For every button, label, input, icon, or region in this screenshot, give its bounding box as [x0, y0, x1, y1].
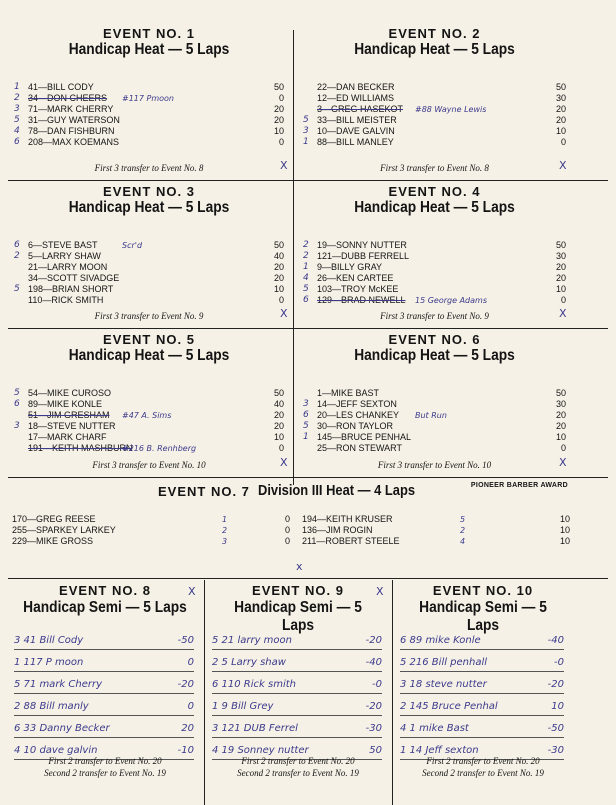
entry-row [14, 273, 284, 284]
semi-entry-row [14, 720, 194, 738]
e8-subtitle: Handicap Semi — 5 Laps [23, 599, 187, 616]
finish-mark: 6 [303, 410, 309, 420]
handwritten-entry: 6 110 Rick smith [212, 679, 296, 690]
e8-transfer-note-1: First 2 transfer to Event No. 20 [48, 756, 162, 766]
finish-mark: 5 [303, 421, 309, 431]
driver-name: 31—GUY WATERSON [28, 115, 120, 125]
entry-row [14, 126, 284, 137]
handwritten-entry: 1 117 P moon [14, 657, 84, 668]
e8-transfer-note-2: Second 2 transfer to Event No. 19 [44, 768, 166, 778]
e4-title: EVENT NO. 4 [388, 184, 481, 199]
handwritten-points: -20 [547, 679, 564, 690]
divider-row-1 [8, 180, 608, 181]
event-7-block [8, 480, 608, 577]
semi-entry-row [212, 720, 382, 738]
finish-mark: 4 [14, 126, 20, 136]
handwritten-points: 10 [551, 701, 564, 712]
handwritten-points: -50 [177, 635, 194, 646]
e10-subtitle: Handicap Semi — 5 Laps [419, 599, 547, 634]
driver-name: 255—SPARKEY LARKEY [12, 525, 116, 535]
handwritten-finish: 2 [222, 526, 228, 535]
entry-row [14, 82, 284, 93]
handwritten-entry: 3 41 Bill Cody [14, 635, 84, 646]
entry-row [303, 410, 566, 421]
entry-row [10, 525, 290, 536]
entry-row [303, 93, 566, 104]
e1-title: EVENT NO. 1 [103, 26, 195, 41]
handicap-points: 20 [555, 115, 566, 125]
handwritten-entry: 4 10 dave galvin [14, 745, 98, 756]
handicap-points: 10 [555, 284, 566, 294]
handwritten-finish: 3 [222, 537, 228, 546]
handicap-points: 30 [555, 251, 566, 261]
driver-name: 170—GREG REESE [12, 514, 96, 524]
handicap-points: 0 [284, 525, 290, 535]
handicap-points: 0 [560, 443, 566, 453]
semi-entry-row [212, 654, 382, 672]
handicap-points: 0 [284, 536, 290, 546]
handwritten-points: -40 [365, 657, 382, 668]
e1-subtitle: Handicap Heat — 5 Laps [68, 41, 230, 58]
entry-row [300, 525, 570, 536]
finish-mark: 2 [303, 240, 309, 250]
driver-name: 1—MIKE BAST [317, 388, 380, 398]
e9-transfer-note-2: Second 2 transfer to Event No. 19 [237, 768, 359, 778]
entry-row [14, 432, 284, 443]
handicap-points: 10 [559, 514, 570, 524]
driver-name: 88—BILL MANLEY [317, 137, 394, 147]
event-6-block [297, 330, 572, 476]
event-5-block [8, 330, 290, 476]
entry-row [10, 514, 290, 525]
handicap-points: 20 [273, 104, 284, 114]
event-7-title: EVENT NO. 7 [158, 484, 250, 499]
semi-entry-row [14, 632, 194, 650]
event-1-block [8, 24, 290, 179]
driver-name: 208—MAX KOEMANS [28, 137, 120, 147]
event-10-block [394, 582, 572, 802]
driver-name: 211—ROBERT STEELE [302, 536, 400, 546]
driver-name: 121—DUBB FERRELL [317, 251, 410, 261]
driver-name: 17—MARK CHARF [28, 432, 107, 442]
driver-name: 89—MIKE KONLE [28, 399, 103, 409]
semi-entry-row [14, 676, 194, 694]
handwritten-entry: 4 19 Sonney nutter [212, 745, 309, 756]
driver-name: 54—MIKE CUROSO [28, 388, 112, 398]
finish-mark: 3 [14, 421, 20, 431]
e6-transfer-note: First 3 transfer to Event No. 10 [377, 460, 492, 470]
x-mark: X [280, 307, 288, 320]
handwritten-entry: 3 121 DUB Ferrel [212, 723, 298, 734]
handicap-points: 20 [555, 410, 566, 420]
handicap-points: 30 [555, 399, 566, 409]
divider-row-2 [8, 328, 608, 329]
handwritten-entry: 2 5 Larry shaw [212, 657, 286, 668]
driver-name: 26—KEN CARTEE [317, 273, 394, 283]
e2-transfer-note: First 3 transfer to Event No. 8 [380, 163, 489, 173]
entry-row [14, 443, 284, 454]
handwritten-entry: 2 145 Bruce Penhal [400, 701, 498, 712]
event-8-block [8, 582, 202, 802]
handwritten-entry: 2 88 Bill manly [14, 701, 89, 712]
entry-row [14, 262, 284, 273]
divider-semi-2 [392, 580, 393, 805]
finish-mark: 2 [14, 93, 20, 103]
handwritten-note: #88 Wayne Lewis [415, 105, 487, 114]
driver-name: 3—GREG HASEKOT [317, 104, 404, 114]
e6-title: EVENT NO. 6 [388, 332, 481, 347]
finish-mark: 3 [303, 126, 309, 136]
handicap-points: 10 [559, 536, 570, 546]
handwritten-note: Scr'd [122, 241, 143, 250]
entry-row [14, 410, 284, 421]
handwritten-points: 0 [187, 701, 194, 712]
entry-row [10, 536, 290, 547]
event-7-right-list [298, 514, 570, 554]
award-label: PIONEER BARBER AWARD [470, 482, 568, 489]
finish-mark: 3 [14, 104, 20, 114]
handwritten-finish: 5 [460, 515, 466, 524]
driver-name: 229—MIKE GROSS [12, 536, 94, 546]
finish-mark: 6 [14, 399, 20, 409]
entry-row [14, 399, 284, 410]
handicap-points: 0 [560, 295, 566, 305]
handwritten-note: #47 A. Sims [122, 411, 172, 420]
x-mark: x [296, 560, 303, 573]
driver-name: 6—STEVE BAST [28, 240, 98, 250]
entry-row [303, 82, 566, 93]
driver-name: 12—ED WILLIAMS [317, 93, 395, 103]
entry-row [303, 251, 566, 262]
e10-title: EVENT NO. 10 [432, 583, 534, 598]
x-mark: X [280, 456, 288, 469]
handicap-points: 10 [555, 432, 566, 442]
handwritten-finish: 2 [460, 526, 466, 535]
handicap-points: 10 [273, 432, 284, 442]
entry-row [14, 115, 284, 126]
handicap-points: 10 [559, 525, 570, 535]
driver-name: 30—RON TAYLOR [317, 421, 394, 431]
event-7-left-list [8, 514, 290, 554]
handwritten-points: -30 [365, 723, 382, 734]
handwritten-note: 15 George Adams [415, 296, 487, 305]
handicap-points: 20 [273, 410, 284, 420]
entry-row [300, 536, 570, 547]
e3-transfer-note: First 3 transfer to Event No. 9 [94, 311, 204, 321]
finish-mark: 2 [303, 251, 309, 261]
finish-mark: 5 [303, 284, 309, 294]
entry-row [14, 251, 284, 262]
finish-mark: 3 [303, 399, 309, 409]
entry-row [303, 421, 566, 432]
driver-name: 194—KEITH KRUSER [302, 514, 393, 524]
driver-name: 103—TROY McKEE [317, 284, 399, 294]
semi-entry-row [400, 676, 564, 694]
e10-transfer-note-1: First 2 transfer to Event No. 20 [426, 756, 540, 766]
semi-entry-row [212, 698, 382, 716]
handicap-points: 40 [273, 251, 284, 261]
handwritten-entry: 5 71 mark Cherry [14, 679, 103, 690]
finish-mark: 5 [14, 284, 20, 294]
event-7-subtitle: Division III Heat — 4 Laps [258, 482, 416, 499]
entry-row [14, 388, 284, 399]
handicap-points: 50 [555, 240, 566, 250]
finish-mark: 1 [14, 82, 20, 92]
finish-mark: 4 [303, 273, 309, 283]
entry-row [14, 295, 284, 306]
x-mark: X [559, 456, 567, 469]
entry-row [14, 104, 284, 115]
driver-name: 18—STEVE NUTTER [28, 421, 116, 431]
e5-subtitle: Handicap Heat — 5 Laps [68, 347, 230, 364]
x-mark: X [376, 585, 384, 598]
entry-row [303, 262, 566, 273]
driver-name: 19—SONNY NUTTER [317, 240, 407, 250]
driver-name: 10—DAVE GALVIN [317, 126, 395, 136]
driver-name: 34—SCOTT SIVADGE [28, 273, 120, 283]
handicap-points: 10 [273, 284, 284, 294]
handicap-points: 20 [555, 421, 566, 431]
divider-row-4 [8, 578, 608, 579]
e6-subtitle: Handicap Heat — 5 Laps [354, 347, 515, 364]
e9-subtitle: Handicap Semi — 5 Laps [234, 599, 362, 634]
finish-mark: 6 [303, 295, 309, 305]
handicap-points: 20 [273, 421, 284, 431]
entry-row [14, 240, 284, 251]
handwritten-finish: 1 [222, 515, 228, 524]
handicap-points: 0 [284, 514, 290, 524]
driver-name: 41—BILL CODY [28, 82, 94, 92]
handicap-points: 10 [273, 126, 284, 136]
entry-row [14, 137, 284, 148]
handicap-points: 10 [555, 126, 566, 136]
finish-mark: 6 [14, 137, 20, 147]
handwritten-points: -0 [372, 679, 382, 690]
driver-name: 145—BRUCE PENHAL [317, 432, 412, 442]
handwritten-entry: 3 18 steve nutter [400, 679, 487, 690]
handwritten-points: 20 [181, 723, 194, 734]
driver-name: 129—BRAD NEWELL [317, 295, 406, 305]
handicap-points: 0 [278, 295, 284, 305]
driver-name: 21—LARRY MOON [28, 262, 108, 272]
handicap-points: 0 [278, 93, 284, 103]
handwritten-note: But Run [415, 411, 447, 420]
driver-name: 71—MARK CHERRY [28, 104, 114, 114]
driver-name: 110—RICK SMITH [28, 295, 104, 305]
driver-name: 191—KEITH MASHBURN [28, 443, 133, 453]
handwritten-finish: 4 [460, 537, 466, 546]
x-mark: X [188, 585, 196, 598]
handicap-points: 50 [273, 388, 284, 398]
x-mark: X [280, 159, 288, 172]
entry-row [303, 399, 566, 410]
driver-name: 9—BILLY GRAY [317, 262, 383, 272]
finish-mark: 2 [14, 251, 20, 261]
entry-row [14, 421, 284, 432]
entry-row [303, 273, 566, 284]
handicap-points: 0 [560, 137, 566, 147]
handicap-points: 30 [555, 93, 566, 103]
entry-row [303, 126, 566, 137]
e5-title: EVENT NO. 5 [103, 332, 195, 347]
handicap-points: 20 [273, 273, 284, 283]
handwritten-entry: 6 89 mike Konle [400, 635, 481, 646]
semi-entry-row [212, 676, 382, 694]
divider-vertical-top [293, 30, 294, 485]
e3-subtitle: Handicap Heat — 5 Laps [68, 199, 230, 216]
handwritten-entry: 6 33 Danny Becker [14, 723, 110, 734]
entry-row [300, 514, 570, 525]
handwritten-entry: 5 216 Bill penhall [400, 657, 488, 668]
semi-entry-row [400, 720, 564, 738]
driver-name: 34—DON CHEERS [28, 93, 108, 103]
driver-name: 22—DAN BECKER [317, 82, 395, 92]
x-mark: X [559, 307, 567, 320]
e2-subtitle: Handicap Heat — 5 Laps [354, 41, 515, 58]
handwritten-points: -40 [547, 635, 564, 646]
driver-name: 20—LES CHANKEY [317, 410, 400, 420]
handicap-points: 20 [273, 115, 284, 125]
finish-mark: 5 [14, 115, 20, 125]
entry-row [303, 443, 566, 454]
finish-mark: 5 [303, 115, 309, 125]
handwritten-points: -0 [554, 657, 564, 668]
handwritten-entry: 1 9 Bill Grey [212, 701, 274, 712]
entry-row [14, 93, 284, 104]
divider-semi-1 [204, 580, 205, 805]
handwritten-points: -20 [177, 679, 194, 690]
handwritten-note: #216 B. Renhberg [122, 444, 197, 453]
semi-entry-row [14, 698, 194, 716]
driver-name: 198—BRIAN SHORT [28, 284, 114, 294]
entry-row [303, 432, 566, 443]
e4-transfer-note: First 3 transfer to Event No. 9 [380, 311, 489, 321]
divider-row-3 [8, 477, 608, 478]
handicap-points: 50 [273, 240, 284, 250]
handicap-points: 20 [555, 262, 566, 272]
finish-mark: 1 [303, 137, 309, 147]
handicap-points: 20 [555, 104, 566, 114]
e3-title: EVENT NO. 3 [103, 184, 195, 199]
handwritten-note: #117 Pmoon [122, 94, 174, 103]
handicap-points: 50 [273, 82, 284, 92]
handwritten-points: -20 [365, 701, 382, 712]
handicap-points: 0 [278, 137, 284, 147]
finish-mark: 1 [303, 432, 309, 442]
driver-name: 14—JEFF SEXTON [317, 399, 397, 409]
e9-title: EVENT NO. 9 [252, 583, 344, 598]
e9-transfer-note-1: First 2 transfer to Event No. 20 [241, 756, 355, 766]
semi-entry-row [400, 654, 564, 672]
handwritten-points: -20 [365, 635, 382, 646]
driver-name: 136—JIM ROGIN [302, 525, 373, 535]
driver-name: 5—LARRY SHAW [28, 251, 101, 261]
finish-mark: 1 [303, 262, 309, 272]
finish-mark: 5 [14, 388, 20, 398]
entry-row [303, 240, 566, 251]
entry-row [303, 388, 566, 399]
e2-title: EVENT NO. 2 [388, 26, 481, 41]
finish-mark: 6 [14, 240, 20, 250]
driver-name: 51—JIM GRESHAM [28, 410, 110, 420]
handwritten-points: 0 [187, 657, 194, 668]
handicap-points: 50 [555, 388, 566, 398]
handicap-points: 20 [555, 273, 566, 283]
handicap-points: 20 [273, 262, 284, 272]
handwritten-entry: 5 21 larry moon [212, 635, 292, 646]
semi-entry-row [212, 632, 382, 650]
e8-title: EVENT NO. 8 [59, 583, 151, 598]
driver-name: 33—BILL MEISTER [317, 115, 397, 125]
handwritten-points: -30 [547, 745, 564, 756]
e4-subtitle: Handicap Heat — 5 Laps [354, 199, 515, 216]
entry-row [303, 284, 566, 295]
handicap-points: 0 [278, 443, 284, 453]
x-mark: X [559, 159, 567, 172]
event-9-block [206, 582, 390, 802]
handwritten-entry: 1 14 Jeff sexton [400, 745, 479, 756]
semi-entry-row [400, 698, 564, 716]
driver-name: 25—RON STEWART [317, 443, 403, 453]
event-2-block [297, 24, 572, 179]
entry-row [303, 295, 566, 306]
e5-transfer-note: First 3 transfer to Event No. 10 [92, 460, 206, 470]
event-4-block [297, 182, 572, 327]
event-3-block [8, 182, 290, 327]
semi-entry-row [14, 654, 194, 672]
handicap-points: 40 [273, 399, 284, 409]
entry-row [14, 284, 284, 295]
handwritten-points: 50 [369, 745, 382, 756]
driver-name: 78—DAN FISHBURN [28, 126, 115, 136]
semi-entry-row [400, 632, 564, 650]
handwritten-entry: 4 1 mike Bast [400, 723, 469, 734]
handicap-points: 50 [555, 82, 566, 92]
e10-transfer-note-2: Second 2 transfer to Event No. 19 [422, 768, 544, 778]
handwritten-points: -50 [547, 723, 564, 734]
entry-row [303, 115, 566, 126]
entry-row [303, 104, 566, 115]
handwritten-points: -10 [177, 745, 194, 756]
entry-row [303, 137, 566, 148]
e1-transfer-note: First 3 transfer to Event No. 8 [94, 163, 204, 173]
